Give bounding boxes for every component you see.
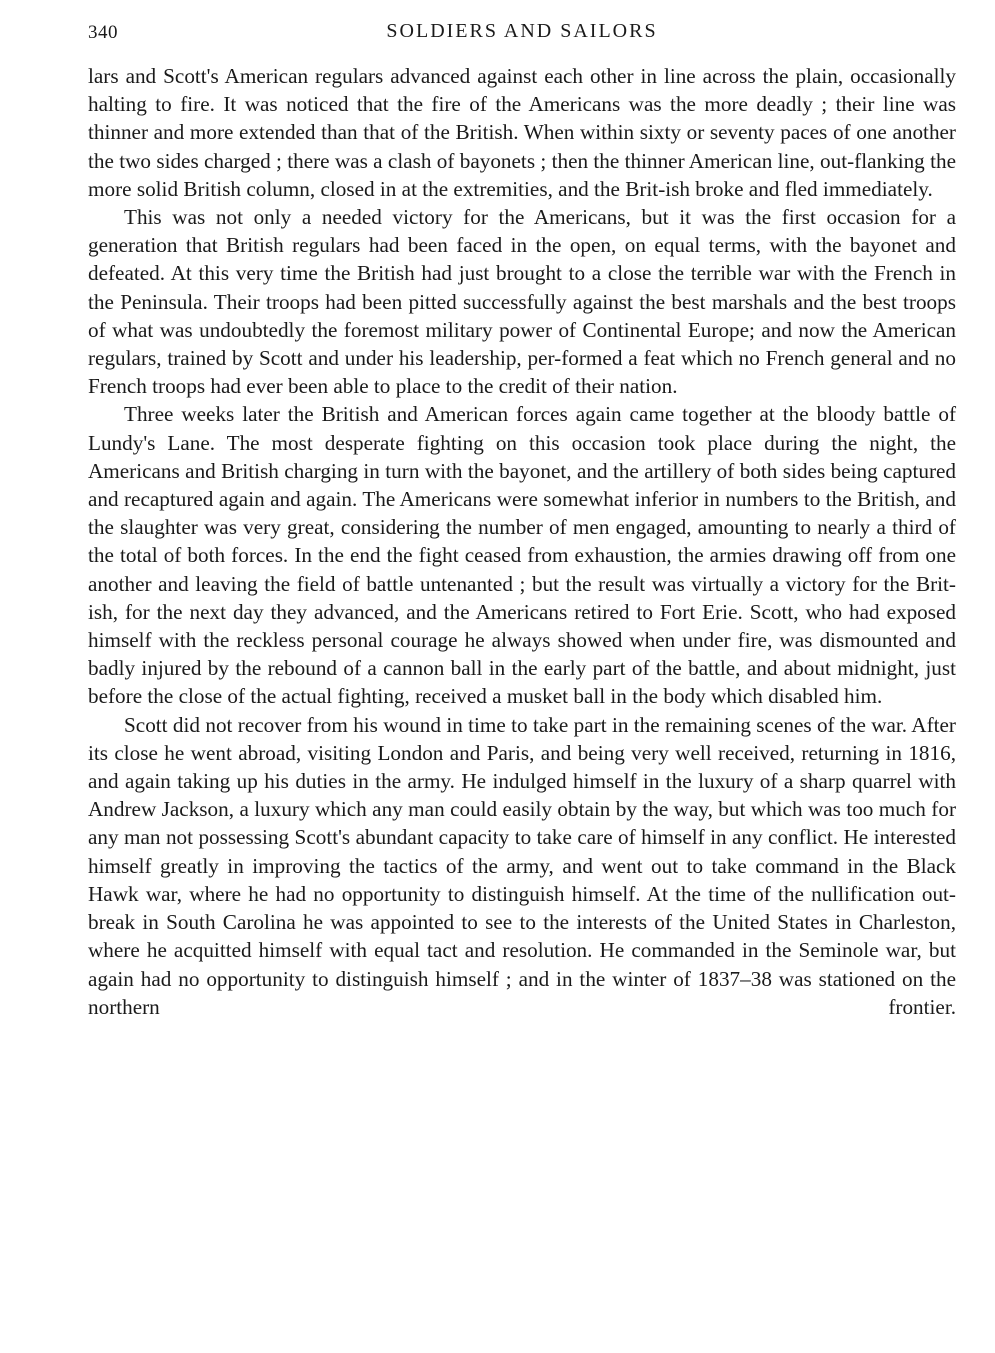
paragraph-1: lars and Scott's American regulars advanced against each other in line across the plain, occasionally halting to fire. It was noticed that the fire of the Americans was the more deadly ; their line was thinner and more extended than that of the British. When within sixty or seventy paces of one another the two sides charged ; there was a clash of bayonets ; then the thinner American line, out-flanking the more solid British column, closed in at the extremities, and the Brit-ish broke and fled immediately. (88, 64, 956, 201)
page-number: 340 (88, 22, 118, 43)
paragraph-2: This was not only a needed victory for the Americans, but it was the first occasion for a generation that British regulars had been faced in the open, on equal terms, with the bayonet and defeated. At this very time the British had just brought to a close the terrible war with the French in the Peninsula. Their troops had been pitted successfully against the best marshals and the best troops of what was undoubtedly the foremost military power of Continental Europe; and now the American regulars, trained by Scott and under his leadership, per-formed a feat which no French general and no French troops had ever been able to place to the credit of their nation. (88, 205, 956, 399)
book-page (88, 20, 956, 1021)
body-text (88, 62, 956, 1021)
running-head (88, 20, 956, 50)
paragraph-3: Three weeks later the British and American forces again came together at the bloody battle of Lundy's Lane. The most desperate fighting on this occasion took place during the night, the Americans and British charging in turn with the bayonet, and the artillery of both sides being captured and recaptured again and again. The Americans were somewhat inferior in numbers to the British, and the slaughter was very great, considering the number of men engaged, amounting to nearly a third of the total of both forces. In the end the fight ceased from exhaustion, the armies drawing off from one another and leaving the field of battle untenanted ; but the result was virtually a victory for the Brit-ish, for the next day they advanced, and the Americans retired to Fort Erie. Scott, who had exposed himself with the reckless personal courage he always showed when under fire, was dismounted and badly injured by the rebound of a cannon ball in the early part of the battle, and about midnight, just before the close of the actual fighting, received a musket ball in the body which disabled him. (88, 402, 956, 709)
paragraph-4: Scott did not recover from his wound in time to take part in the remaining scenes of the war. After its close he went abroad, visiting London and Paris, and being very well received, returning in 1816, and again taking up his duties in the army. He indulged himself in the luxury of a sharp quarrel with Andrew Jackson, a luxury which any man could easily obtain by the way, but which was too much for any man not possessing Scott's abundant capacity to take care of himself in any conflict. He interested himself greatly in improving the tactics of the army, and went out to take command in the Black Hawk war, where he had no opportunity to distinguish himself. At the time of the nullification out-break in South Carolina he was appointed to see to the interests of the United States in Charleston, where he acquitted himself with equal tact and resolution. He commanded in the Seminole war, but again had no opportunity to distinguish himself ; and in the winter of 1837–38 was stationed on the northern frontier. (88, 712, 956, 1019)
running-title: SOLDIERS AND SAILORS (386, 20, 658, 42)
